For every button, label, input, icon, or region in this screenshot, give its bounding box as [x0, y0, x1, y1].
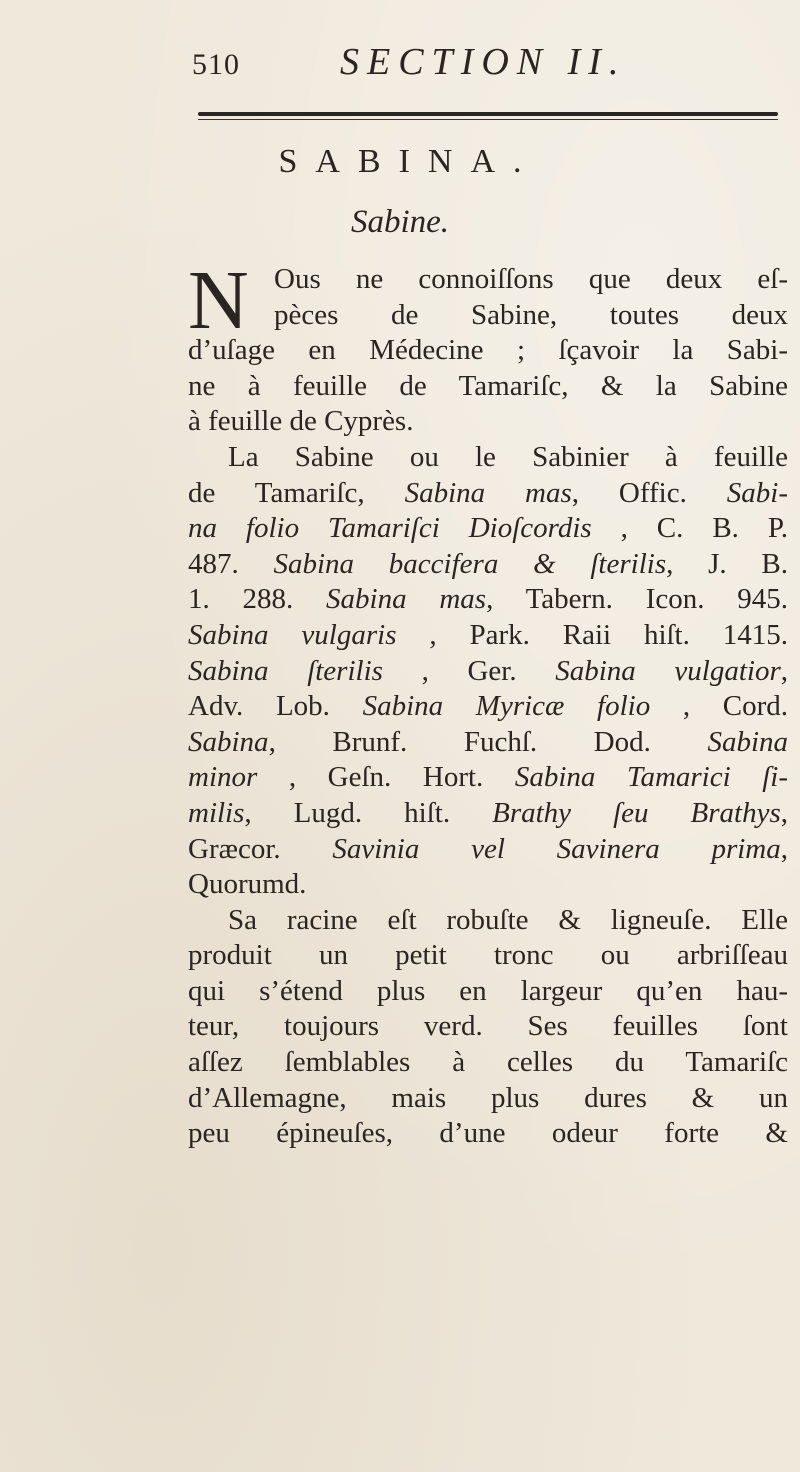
text-line: de Tamariſc, Sabina mas, Offic. Sabi-: [188, 476, 788, 509]
text-line: 1. 288. Sabina mas, Tabern. Icon. 945.: [188, 583, 788, 616]
text-line: Sa racine eſt robuſte & ligneuſe. Elle: [228, 903, 788, 936]
section-subtitle: Sabine.: [350, 204, 450, 240]
text-line: La Sabine ou le Sabinier à feuille: [228, 440, 788, 473]
text-line: ne à feuille de Tamariſc, & la Sabine: [188, 369, 788, 402]
text-line: d’Allemagne, mais plus dures & un: [188, 1081, 788, 1114]
text-line: Adv. Lob. Sabina Myricæ folio , Cord.: [188, 690, 788, 723]
text-line: teur, toujours verd. Ses feuilles ſont: [188, 1010, 788, 1043]
text-line: pèces de Sabine, toutes deux: [274, 298, 788, 331]
page-header: [0, 40, 800, 90]
text-line: à feuille de Cyprès.: [188, 405, 414, 438]
text-line: produit un petit tronc ou arbriſſeau: [188, 939, 788, 972]
text-line: minor , Geſn. Hort. Sabina Tamarici ſi-: [188, 761, 789, 794]
text-line: d’uſage en Médecine ; ſçavoir la Sabi-: [188, 334, 788, 367]
text-line: qui s’étend plus en largeur qu’en hau-: [188, 974, 788, 1007]
text-line: Sabina vulgaris , Park. Raii hiſt. 1415.: [188, 618, 788, 651]
text-line: milis, Lugd. hiſt. Brathy ſeu Brathys,: [188, 796, 788, 829]
running-head: SECTION II.: [340, 41, 627, 83]
page-number: 510: [192, 48, 240, 81]
section-title: SABINA.: [278, 143, 540, 180]
text-line: peu épineuſes, d’une odeur forte &: [188, 1117, 788, 1150]
drop-cap: N: [188, 254, 249, 347]
text-line: 487. Sabina baccifera & ſterilis, J. B.: [188, 547, 788, 580]
text-line: Sabina, Brunf. Fuchſ. Dod. Sabina: [188, 725, 788, 758]
header-rule-thin: [198, 119, 778, 120]
text-line: Quorumd.: [188, 868, 307, 901]
body-text: [188, 254, 789, 1152]
text-line: Sabina ſterilis , Ger. Sabina vulgatior,: [188, 654, 789, 687]
header-rule: [198, 112, 778, 116]
text-line: Græcor. Savinia vel Savinera prima,: [188, 832, 788, 865]
text-line: aſſez ſemblables à celles du Tamariſc: [188, 1046, 788, 1079]
text-line: Ous ne connoiſſons que deux eſ-: [274, 263, 788, 295]
text-line: na folio Tamariſci Dioſcordis , C. B. P.: [188, 512, 789, 545]
